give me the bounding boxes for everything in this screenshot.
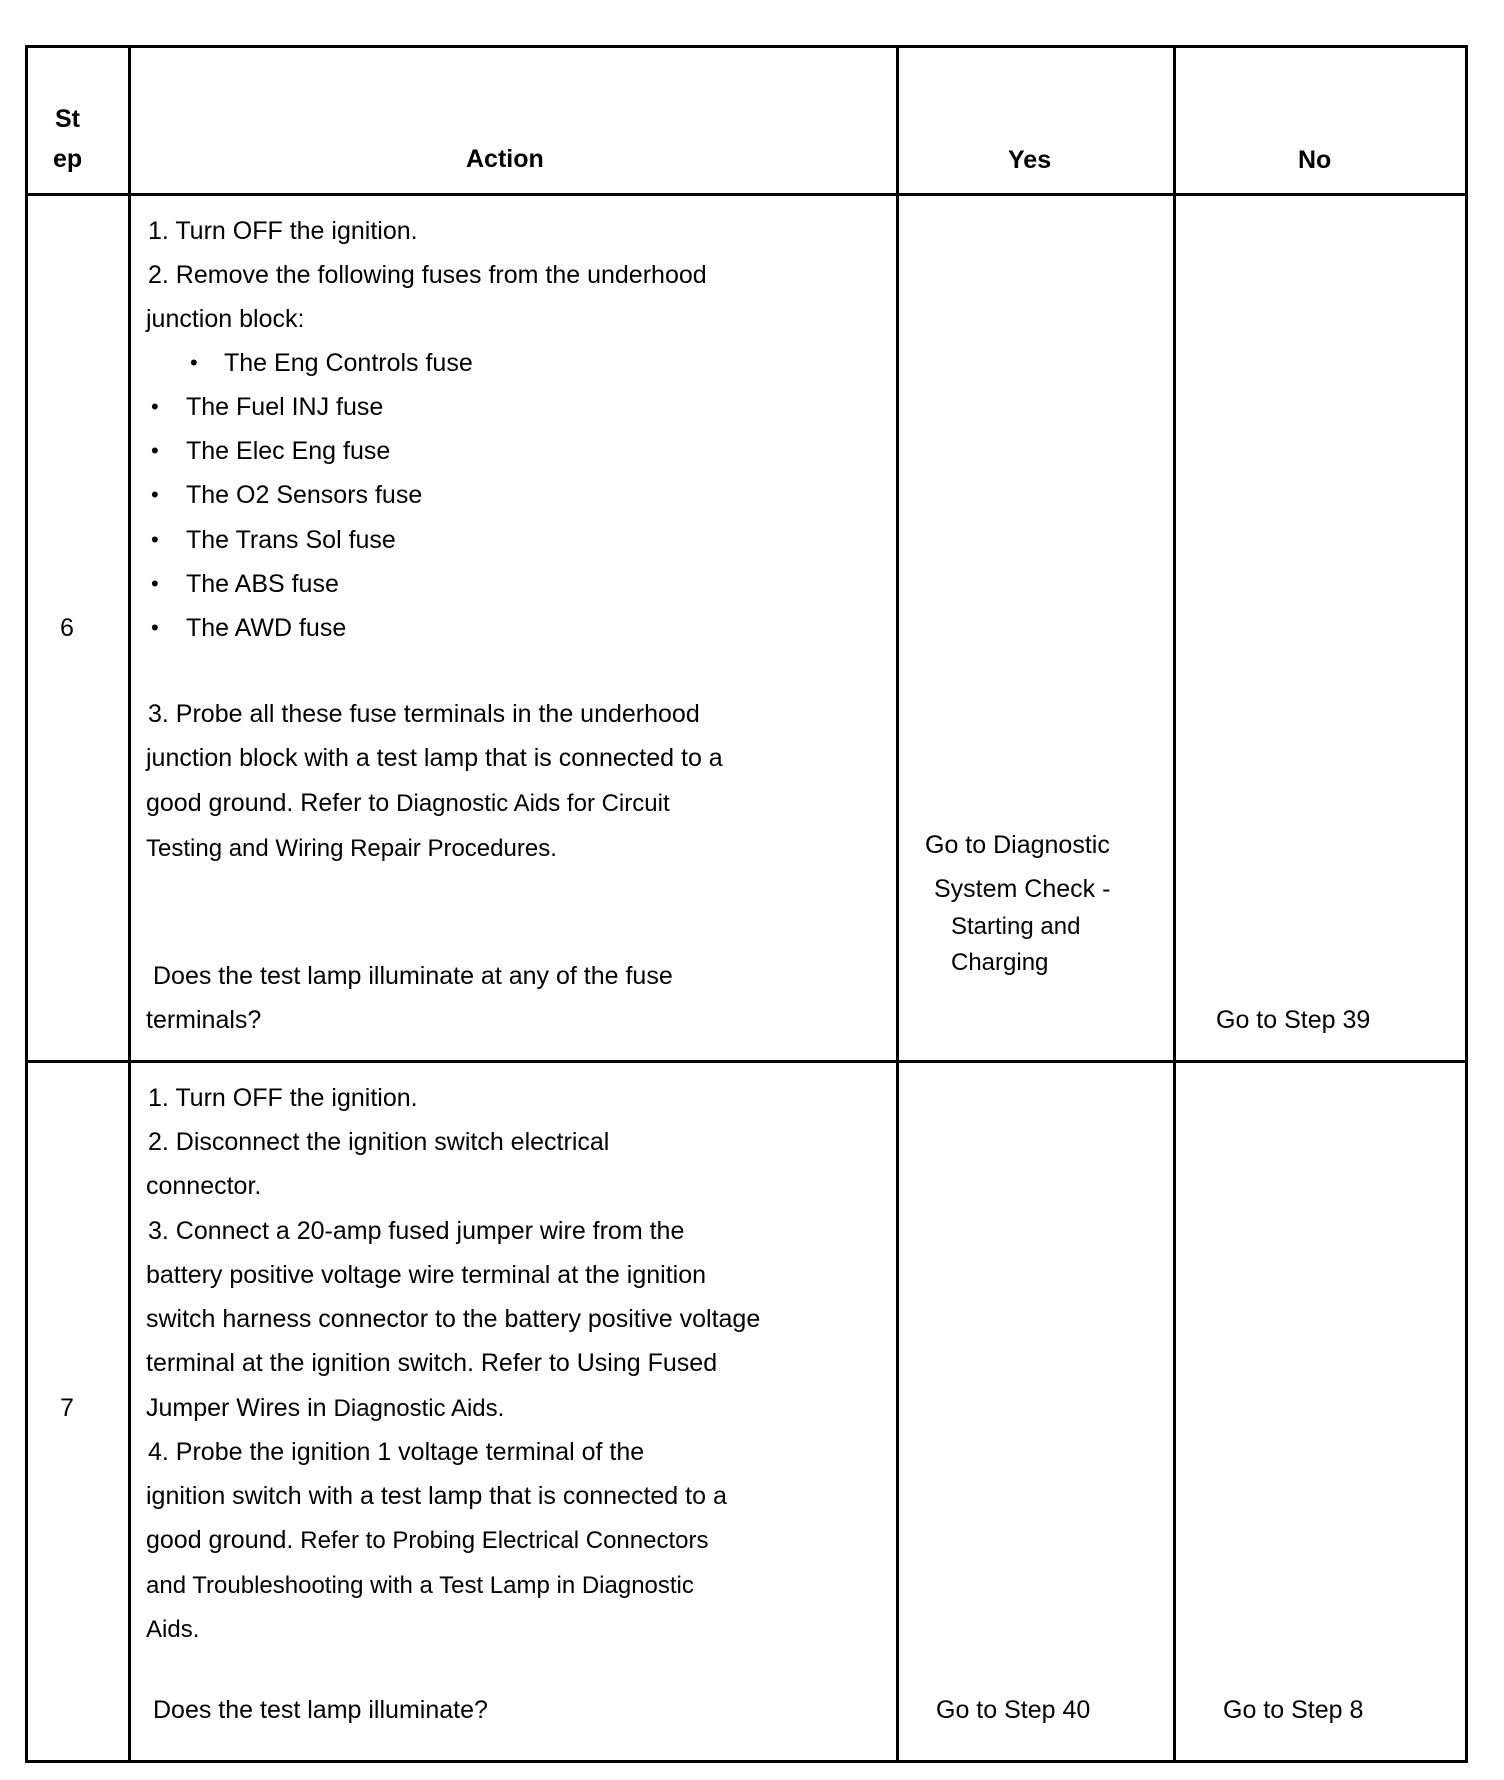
action-line: terminal at the ignition switch. Refer to Using Fused	[146, 1349, 718, 1377]
probing-reference: Refer to Probing Electrical Connectors	[300, 1527, 709, 1554]
action-line	[146, 788, 670, 819]
column-divider-yes	[1173, 48, 1176, 1760]
action-line: 2. Disconnect the ignition switch electrical	[148, 1128, 610, 1156]
action-line: battery positive voltage wire terminal at the ignition	[146, 1261, 707, 1289]
action-line-text: good ground. Refer to	[146, 789, 397, 817]
yes-result: Go to Diagnostic	[925, 831, 1110, 859]
action-line: junction block with a test lamp that is connected to a	[146, 744, 723, 772]
action-line: 1. Turn OFF the ignition.	[148, 1084, 418, 1112]
fuse-list-item: The O2 Sensors fuse	[186, 481, 423, 509]
fuse-list-item: The AWD fuse	[186, 614, 347, 642]
step-number: 6	[60, 614, 74, 642]
yes-result: Starting and	[951, 913, 1081, 940]
yes-result: Go to Step 40	[936, 1696, 1091, 1724]
diagnostic-table	[25, 45, 1468, 1763]
action-line: junction block:	[146, 305, 305, 333]
fuse-list-item: The Eng Controls fuse	[224, 349, 473, 377]
diagnostic-aids-reference: Diagnostic Aids for Circuit	[396, 790, 670, 817]
bullet-icon: •	[151, 438, 159, 463]
action-line: ignition switch with a test lamp that is connected to a	[146, 1482, 727, 1510]
action-line: 3. Probe all these fuse terminals in the underhood	[148, 700, 700, 728]
bullet-icon: •	[151, 394, 159, 419]
action-line: switch harness connector to the battery positive voltage	[146, 1305, 761, 1333]
header-action: Action	[466, 145, 544, 173]
header-yes: Yes	[1008, 146, 1052, 174]
action-line	[146, 1525, 708, 1556]
action-line	[146, 1393, 504, 1424]
bullet-icon: •	[190, 350, 198, 375]
step-number: 7	[60, 1394, 74, 1422]
row-divider	[28, 1060, 1465, 1063]
action-question: Does the test lamp illuminate at any of the fuse	[153, 962, 673, 990]
action-line-text: Jumper Wires in	[146, 1394, 334, 1422]
no-result: Go to Step 8	[1223, 1696, 1364, 1724]
header-step-line2: ep	[53, 145, 83, 173]
action-line: connector.	[146, 1172, 262, 1200]
action-line: 1. Turn OFF the ignition.	[148, 217, 418, 245]
column-divider-action	[896, 48, 899, 1760]
bullet-icon: •	[151, 571, 159, 596]
bullet-icon: •	[151, 482, 159, 507]
column-divider-step	[128, 48, 131, 1760]
header-divider	[28, 193, 1465, 196]
yes-result: System Check -	[934, 875, 1111, 903]
action-line: Aids.	[146, 1616, 200, 1643]
action-line: 2. Remove the following fuses from the underhood	[148, 261, 707, 289]
action-line: 3. Connect a 20-amp fused jumper wire from the	[148, 1217, 685, 1245]
action-line: 4. Probe the ignition 1 voltage terminal of the	[148, 1438, 645, 1466]
fuse-list-item: The Trans Sol fuse	[186, 526, 396, 554]
fuse-list-item: The Fuel INJ fuse	[186, 393, 384, 421]
fuse-list-item: The Elec Eng fuse	[186, 437, 391, 465]
fuse-list-item: The ABS fuse	[186, 570, 339, 598]
bullet-icon: •	[151, 615, 159, 640]
diagnostic-aids-reference: Diagnostic Aids.	[333, 1395, 505, 1422]
action-line: and Troubleshooting with a Test Lamp in Diagnostic	[146, 1572, 694, 1599]
header-no: No	[1298, 146, 1332, 174]
action-question: Does the test lamp illuminate?	[153, 1696, 488, 1724]
yes-result: Charging	[951, 949, 1049, 976]
header-step-line1: St	[55, 105, 80, 133]
no-result: Go to Step 39	[1216, 1006, 1371, 1034]
bullet-icon: •	[151, 527, 159, 552]
action-question: terminals?	[146, 1006, 262, 1034]
action-line-text: good ground.	[146, 1526, 301, 1554]
action-line: Testing and Wiring Repair Procedures.	[146, 835, 557, 862]
